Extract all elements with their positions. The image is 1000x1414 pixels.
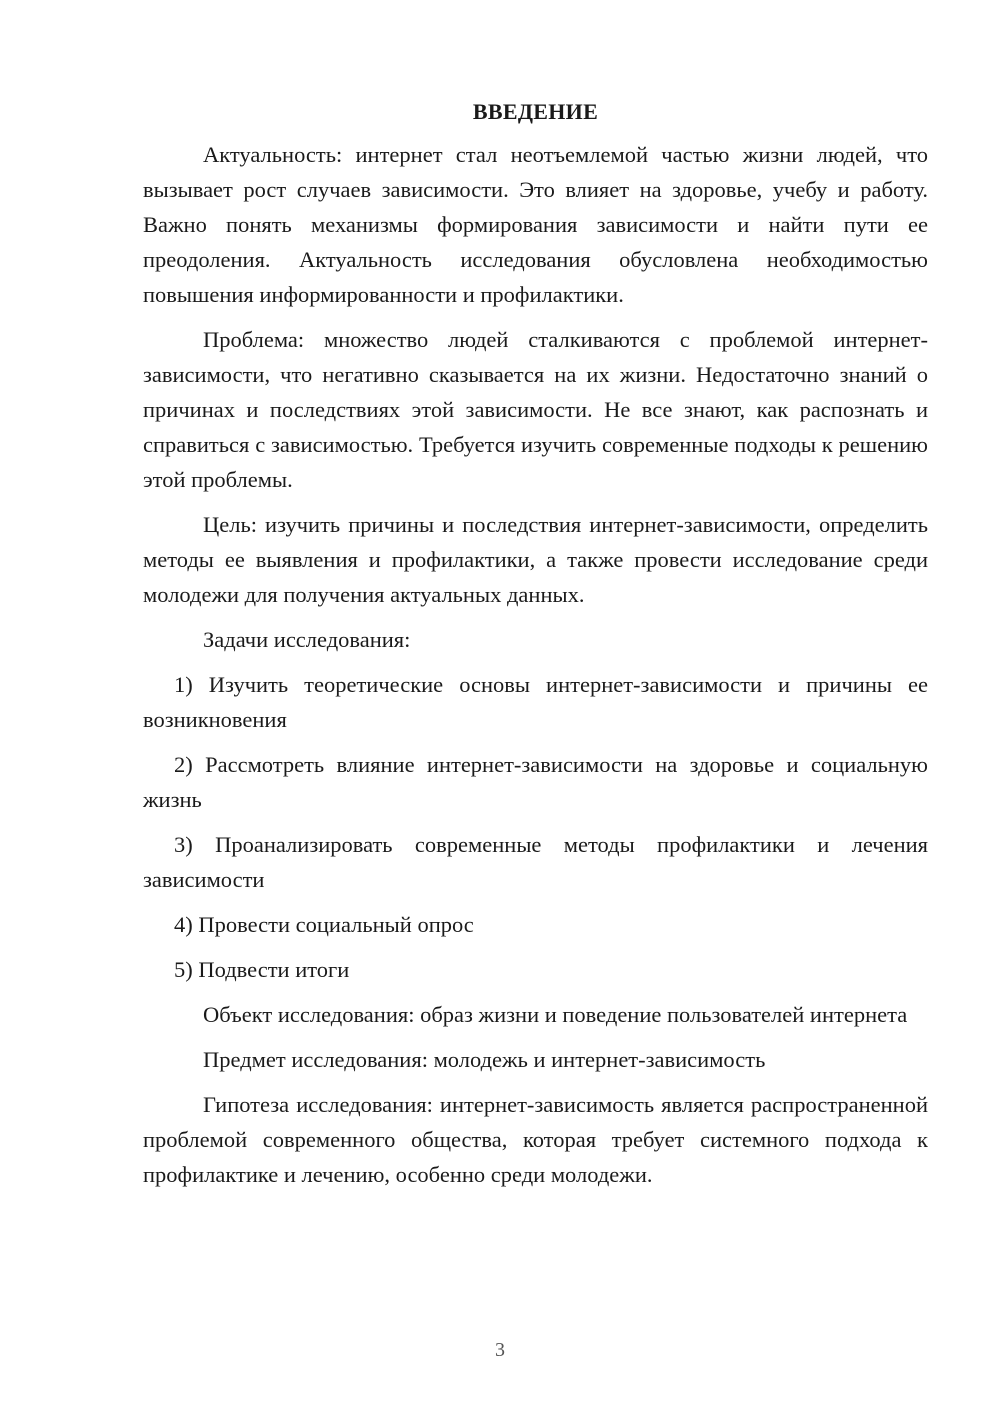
page-number: 3 (495, 1339, 505, 1361)
paragraph-relevance: Актуальность: интернет стал неотъемлемой частью жизни людей, что вызывает рост случаев зависимости. Это влияет на здоровье, учебу и работу. Важно понять механизмы формирования зависимости и найти пути ее преодоления. Актуальность исследования обусловлена необходимостью повышения информированности и профилактики. (143, 142, 928, 307)
paragraph-hypothesis: Гипотеза исследования: интернет-зависимость является распространенной проблемой современного общества, которая требует системного подхода к профилактике и лечению, особенно среди молодежи. (143, 1092, 928, 1187)
paragraph-object: Объект исследования: образ жизни и поведение пользователей интернета (203, 1002, 908, 1027)
task-item-2: 2) Рассмотреть влияние интернет-зависимости на здоровье и социальную жизнь (143, 752, 928, 812)
paragraph-tasks-heading: Задачи исследования: (203, 627, 411, 652)
paragraph-goal: Цель: изучить причины и последствия интернет-зависимости, определить методы ее выявления и профилактики, а также провести исследование среди молодежи для получения актуальных данных. (143, 512, 928, 607)
task-item-3: 3) Проанализировать современные методы профилактики и лечения зависимости (143, 832, 928, 892)
task-item-1: 1) Изучить теоретические основы интернет-зависимости и причины ее возникновения (143, 672, 928, 732)
paragraph-subject: Предмет исследования: молодежь и интернет-зависимость (203, 1047, 766, 1072)
task-item-5: 5) Подвести итоги (174, 957, 350, 982)
task-item-4: 4) Провести социальный опрос (174, 912, 474, 937)
paragraph-problem: Проблема: множество людей сталкиваются с проблемой интернет-зависимости, что негативно сказывается на их жизни. Недостаточно знаний о причинах и последствиях этой зависимости. Не все знают, как распознать и справиться с зависимостью. Требуется изучить современные подходы к решению этой проблемы. (143, 327, 928, 492)
section-title: ВВЕДЕНИЕ (472, 99, 599, 124)
page-content (143, 94, 928, 1202)
